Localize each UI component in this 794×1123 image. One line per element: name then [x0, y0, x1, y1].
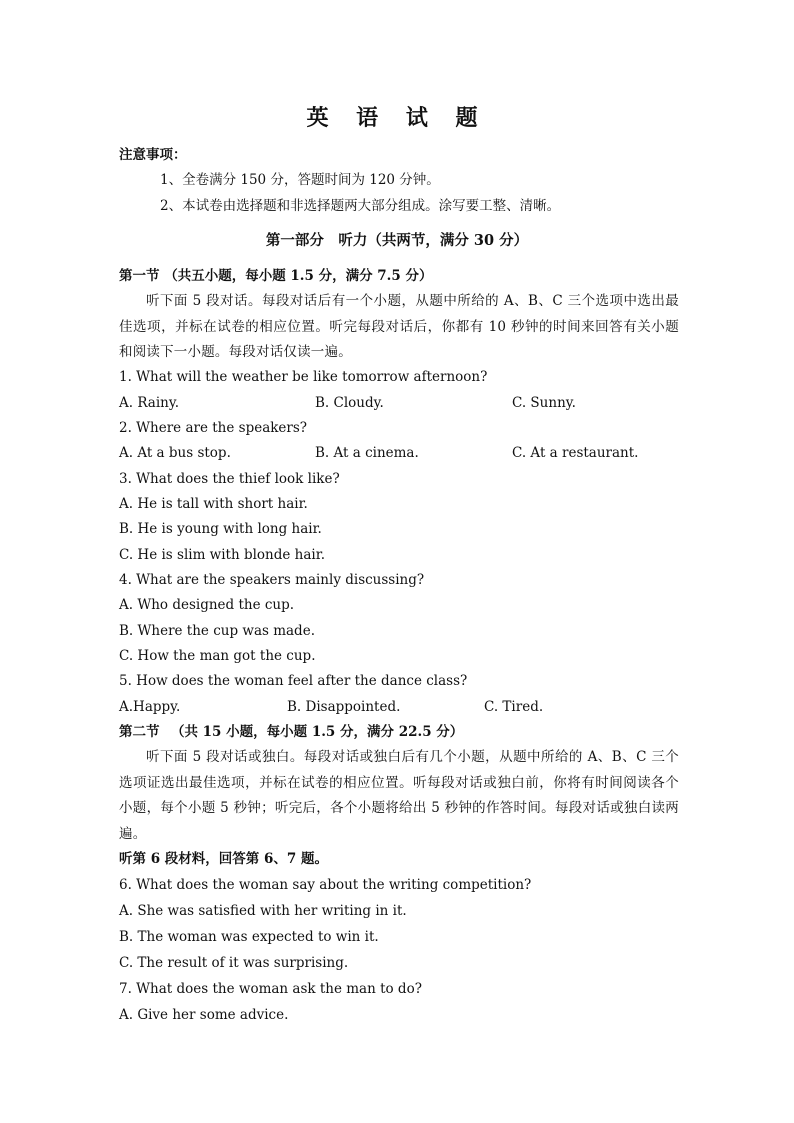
option-c: C. Sunny.: [512, 395, 576, 411]
question-stem: 6. What does the woman say about the writing competition?: [119, 877, 532, 893]
option-c: C. He is slim with blonde hair.: [119, 547, 325, 563]
section1-heading: 第一节 （共五小题，每小题 1.5 分，满分 7.5 分）: [119, 268, 433, 284]
option-a: A. She was satisfied with her writing in it.: [119, 903, 407, 919]
question-stem: 3. What does the thief look like?: [119, 471, 340, 487]
option-a: A. Who designed the cup.: [119, 597, 295, 613]
option-b: B. Cloudy.: [315, 395, 384, 411]
option-b: B. Disappointed.: [287, 699, 401, 715]
question-stem: 1. What will the weather be like tomorrow afternoon?: [119, 369, 488, 385]
notice-item: 2、本试卷由选择题和非选择题两大部分组成。涂写要工整、清晰。: [160, 198, 561, 214]
option-a: A. Rainy.: [119, 395, 179, 411]
section1-instructions: 听下面 5 段对话。每段对话后有一个小题，从题中所给的 A、B、C 三个选项中选出最佳选项，并标在试卷的相应位置。听完每段对话后，你都有 10 秒钟的时间来回答有关小题和阅读下一小题。每段对话仅读一遍。: [119, 293, 679, 360]
part1-heading: 第一部分 听力（共两节，满分 30 分）: [265, 232, 529, 249]
option-c: C. At a restaurant.: [512, 445, 639, 461]
question-stem: 7. What does the woman ask the man to do?: [119, 981, 422, 997]
notice-heading: 注意事项：: [119, 147, 187, 163]
section2-instructions: 听下面 5 段对话或独白。每段对话或独白后有几个小题，从题中所给的 A、B、C 三个选项证选出最佳选项，并标在试卷的相应位置。听每段对话或独白前，你将有时间阅读各个小题，每个小题 5 秒钟；听完后，各个小题将给出 5 秒钟的作答时间。每段对话或独白读两遍。: [119, 749, 679, 842]
section2-heading: 第二节 （共 15 小题，每小题 1.5 分，满分 22.5 分）: [119, 724, 464, 740]
option-c: C. How the man got the cup.: [119, 648, 316, 664]
option-b: B. He is young with long hair.: [119, 521, 322, 537]
option-b: B. Where the cup was made.: [119, 623, 315, 639]
option-a: A.Happy.: [119, 699, 181, 715]
notice-item: 1、全卷满分 150 分，答题时间为 120 分钟。: [160, 172, 440, 188]
option-c: C. The result of it was surprising.: [119, 955, 349, 971]
option-b: B. At a cinema.: [315, 445, 419, 461]
option-b: B. The woman was expected to win it.: [119, 929, 379, 945]
question-stem: 2. Where are the speakers?: [119, 420, 308, 436]
option-a: A. Give her some advice.: [119, 1007, 289, 1023]
option-a: A. He is tall with short hair.: [119, 496, 308, 512]
question-stem: 4. What are the speakers mainly discussing?: [119, 572, 425, 588]
option-a: A. At a bus stop.: [119, 445, 231, 461]
option-c: C. Tired.: [484, 699, 544, 715]
exam-title: 英 语 试 题: [306, 105, 488, 131]
question-stem: 5. How does the woman feel after the dance class?: [119, 673, 468, 689]
material-heading: 听第 6 段材料，回答第 6、7 题。: [119, 851, 328, 867]
